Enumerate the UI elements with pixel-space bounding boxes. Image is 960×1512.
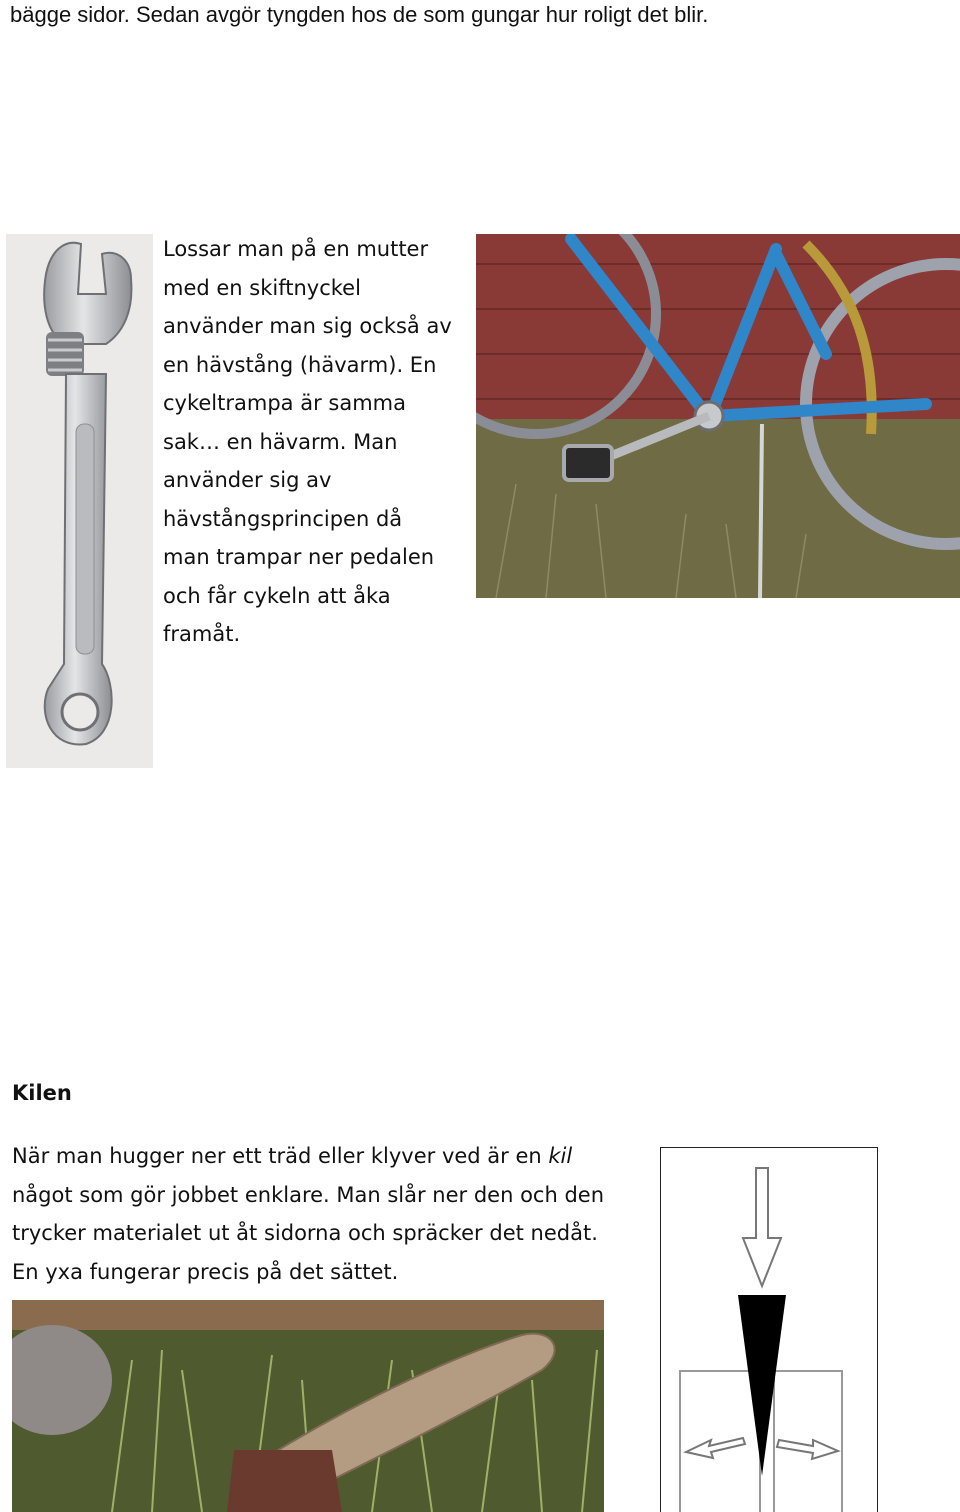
top-text-line: bägge sidor. Sedan avgör tyngden hos de som gungar hur roligt det blir.	[10, 2, 709, 27]
wedge-line: En yxa fungerar precis på det sättet.	[12, 1259, 399, 1284]
lever-line: sak… en hävarm. Man	[163, 429, 398, 454]
bicycle-pedal-image	[476, 234, 960, 598]
lever-line: med en skiftnyckel	[163, 275, 361, 300]
wedge-force-diagram	[660, 1147, 878, 1512]
wedge-line: något som gör jobbet enklare. Man slår ner den och den	[12, 1182, 605, 1207]
adjustable-wrench-image	[6, 234, 153, 768]
wedge-line: När man hugger ner ett träd eller klyver ved är en kil	[12, 1144, 573, 1168]
right-arrow-icon	[777, 1440, 838, 1459]
worm-gear	[46, 332, 84, 376]
italic-term-kil: kil	[548, 1144, 573, 1168]
section-heading-kilen: Kilen	[12, 1081, 72, 1105]
lever-line: Lossar man på en mutter	[163, 237, 429, 261]
lever-line: en hävstång (hävarm). En	[163, 352, 437, 377]
lever-line: framåt.	[163, 622, 241, 646]
wedge-shape	[738, 1295, 786, 1476]
lever-line: cykeltrampa är samma	[163, 391, 406, 415]
left-arrow-icon	[686, 1438, 745, 1458]
lever-line: man trampar ner pedalen	[163, 545, 435, 569]
axe-in-grass-image	[12, 1300, 604, 1512]
lever-line: använder man sig också av	[163, 314, 452, 338]
lever-line: hävstångsprincipen då	[163, 506, 403, 531]
lever-paragraph	[163, 230, 463, 654]
wedge-line: trycker materialet ut åt sidorna och spräcker det nedåt.	[12, 1221, 598, 1245]
down-arrow-icon	[743, 1168, 781, 1286]
lever-line: använder sig av	[163, 468, 332, 492]
lever-line: och får cykeln att åka	[163, 583, 391, 608]
wedge-paragraph	[12, 1137, 604, 1291]
